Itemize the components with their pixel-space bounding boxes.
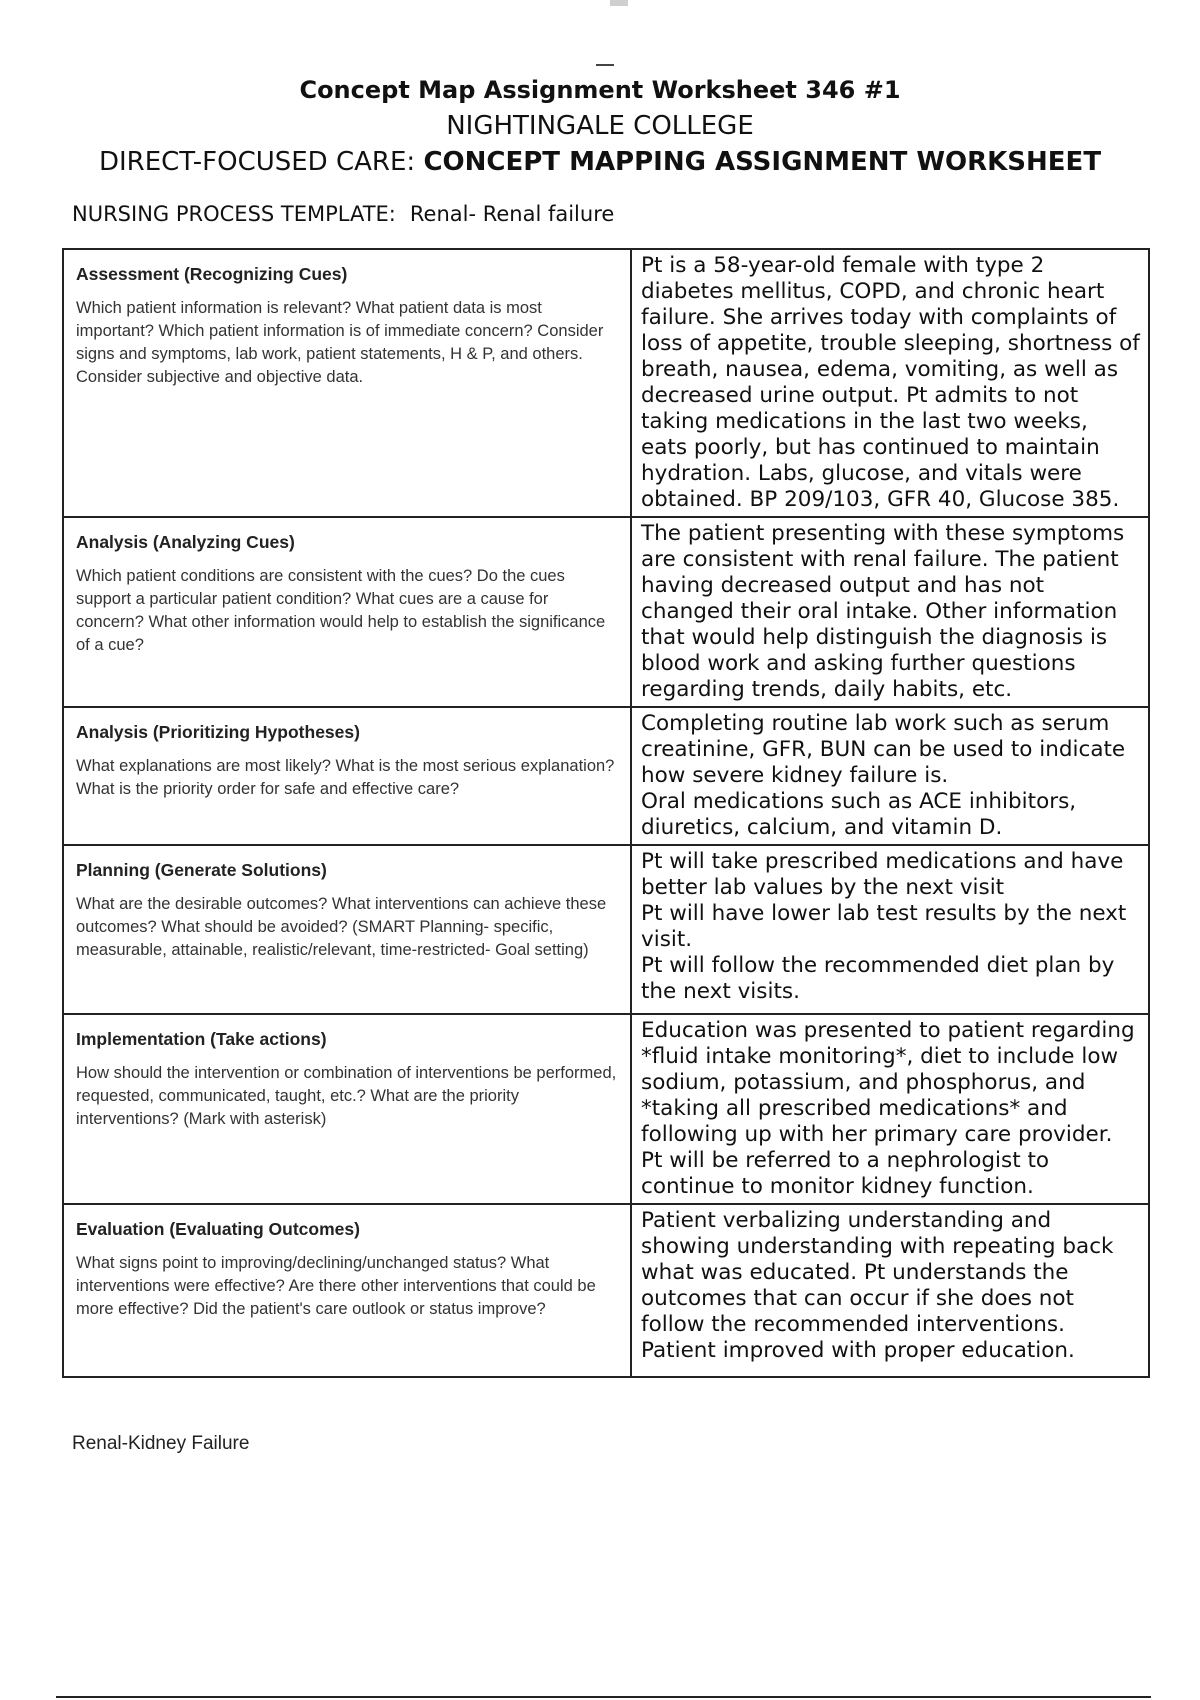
step-response: The patient presenting with these symptoms are consistent with renal failure. The patient having decreased output and has not changed their oral intake. Other information that would help distinguish the diagnosis is blood work and asking further questions regarding trends, daily habits, etc. bbox=[641, 521, 1125, 702]
table-row bbox=[63, 845, 1149, 1014]
step-response-cell bbox=[631, 517, 1149, 707]
nursing-process-template bbox=[72, 202, 614, 226]
step-prompt-cell bbox=[63, 1204, 631, 1377]
step-title: Analysis (Analyzing Cues) bbox=[76, 532, 295, 552]
step-prompt-cell bbox=[63, 845, 631, 1014]
step-title: Assessment (Recognizing Cues) bbox=[76, 264, 348, 284]
subtitle-main: CONCEPT MAPPING ASSIGNMENT WORKSHEET bbox=[423, 147, 1102, 177]
step-response: Pt will follow the recommended diet plan by the next visits. bbox=[641, 953, 1115, 1004]
table-row bbox=[63, 249, 1149, 517]
table-row bbox=[63, 707, 1149, 845]
table-row bbox=[63, 1014, 1149, 1204]
step-response: Pt is a 58-year-old female with type 2 diabetes mellitus, COPD, and chronic heart failure. She arrives today with complaints of loss of appetite, trouble sleeping, shortness of breath, nausea, edema, vomiting, as well as decreased urine output. Pt admits to not taking medications in the last two weeks, eats poorly, but has continued to maintain hydration. Labs, glucose, and vitals were obtained. BP 209/103, GFR 40, Glucose 385. bbox=[641, 253, 1140, 512]
step-prompt-cell bbox=[63, 707, 631, 845]
subtitle-prefix: DIRECT-FOCUSED CARE: bbox=[98, 147, 416, 177]
step-response: Pt will take prescribed medications and have better lab values by the next visit bbox=[641, 849, 1124, 900]
bottom-rule bbox=[56, 1696, 1151, 1698]
step-response: Pt will have lower lab test results by the next visit. bbox=[641, 901, 1127, 952]
step-question: What explanations are most likely? What is the most serious explanation? What is the priority order for safe and effective care? bbox=[76, 757, 615, 798]
table-row bbox=[63, 517, 1149, 707]
footer-topic: Renal-Kidney Failure bbox=[72, 1433, 250, 1454]
step-response: Oral medications such as ACE inhibitors, diuretics, calcium, and vitamin D. bbox=[641, 789, 1077, 840]
step-question: Which patient information is relevant? What patient data is most important? Which patient information is of immediate concern? Consider signs and symptoms, lab work, patient statements, H & P, and others. Consider subjective and objective data. bbox=[76, 299, 604, 386]
step-response: Education was presented to patient regarding *fluid intake monitoring*, diet to include low sodium, potassium, and phosphorus, and *taking all prescribed medications* and following up with her primary care provider. Pt will be referred to a nephrologist to continue to monitor kidney function. bbox=[641, 1018, 1135, 1199]
worksheet-subtitle bbox=[0, 144, 1200, 180]
step-title: Analysis (Prioritizing Hypotheses) bbox=[76, 722, 360, 742]
step-response-cell bbox=[631, 1204, 1149, 1377]
nursing-process-table bbox=[62, 248, 1150, 1378]
step-title: Evaluation (Evaluating Outcomes) bbox=[76, 1219, 360, 1239]
step-response-cell bbox=[631, 845, 1149, 1014]
step-response-cell bbox=[631, 249, 1149, 517]
header-dash bbox=[596, 64, 614, 66]
step-question: What signs point to improving/declining/unchanged status? What interventions were effective? Are there other interventions that could be more effective? Did the patient's care outlook or status improve? bbox=[76, 1254, 596, 1318]
step-title: Planning (Generate Solutions) bbox=[76, 860, 327, 880]
step-question: What are the desirable outcomes? What interventions can achieve these outcomes? What should be avoided? (SMART Planning- specific, measurable, attainable, realistic/relevant, time-restricted- Goal setting) bbox=[76, 895, 607, 959]
table-row bbox=[63, 1204, 1149, 1377]
template-value: Renal- Renal failure bbox=[409, 202, 615, 226]
step-response: Completing routine lab work such as serum creatinine, GFR, BUN can be used to indicate how severe kidney failure is. bbox=[641, 711, 1126, 788]
step-response-cell bbox=[631, 1014, 1149, 1204]
template-label: NURSING PROCESS TEMPLATE: bbox=[72, 202, 396, 226]
step-question: How should the intervention or combination of interventions be performed, requested, communicated, taught, etc.? What are the priority interventions? (Mark with asterisk) bbox=[76, 1064, 617, 1128]
step-response-cell bbox=[631, 707, 1149, 845]
step-prompt-cell bbox=[63, 1014, 631, 1204]
step-title: Implementation (Take actions) bbox=[76, 1029, 327, 1049]
worksheet-header bbox=[0, 72, 1200, 180]
worksheet-title: Concept Map Assignment Worksheet 346 #1 bbox=[299, 76, 901, 104]
step-prompt-cell bbox=[63, 517, 631, 707]
college-name: NIGHTINGALE COLLEGE bbox=[446, 111, 754, 141]
step-prompt-cell bbox=[63, 249, 631, 517]
step-question: Which patient conditions are consistent with the cues? Do the cues support a particular patient condition? What cues are a cause for concern? What other information would help to establish the significance of a cue? bbox=[76, 567, 606, 654]
page-top-mark bbox=[610, 0, 628, 6]
step-response: Patient verbalizing understanding and showing understanding with repeating back what was educated. Pt understands the outcomes that can occur if she does not follow the recommended interventions. Patient improved with proper education. bbox=[641, 1208, 1114, 1363]
